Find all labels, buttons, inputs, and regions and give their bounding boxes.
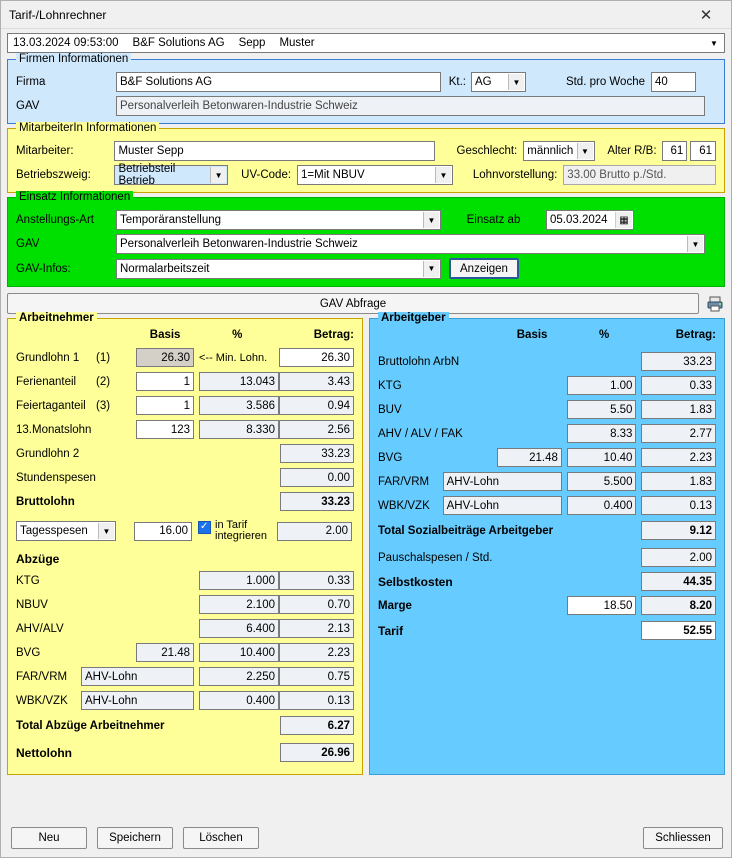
anstellungsart-label: Anstellungs-Art bbox=[16, 214, 94, 226]
row-ag-far-vrm bbox=[378, 471, 716, 492]
gav-abfrage-bar bbox=[7, 293, 725, 314]
ag-ktg-prozent: 1.00 bbox=[567, 376, 637, 395]
ag-ahv-prozent: 8.33 bbox=[567, 424, 637, 443]
spesen-in-tarif-checkbox[interactable] bbox=[198, 520, 277, 542]
footer-bar bbox=[1, 821, 731, 857]
grundlohn1-note: <-- Min. Lohn. bbox=[199, 351, 268, 364]
pauschalspesen-label: Pauschalspesen / Std. bbox=[378, 551, 493, 564]
bvg-prozent: 10.400 bbox=[199, 643, 279, 662]
col-prozent-label: % bbox=[599, 329, 610, 341]
grundlohn1-betrag[interactable]: 26.30 bbox=[279, 348, 354, 367]
geschlecht-label: Geschlecht: bbox=[456, 145, 518, 157]
row-stundenspesen bbox=[16, 467, 354, 488]
record-selector-bar bbox=[1, 29, 731, 55]
chevron-down-icon[interactable]: ▼ bbox=[508, 74, 524, 90]
bruttolohn-label: Bruttolohn bbox=[16, 495, 75, 508]
kanton-value: AG bbox=[475, 76, 492, 88]
kanton-label: Kt.: bbox=[448, 76, 466, 88]
row-label: Ferienanteil bbox=[16, 375, 77, 388]
row-ag-buv bbox=[378, 399, 716, 420]
row-bruttolohn bbox=[16, 491, 354, 512]
bvg-betrag: 2.23 bbox=[279, 643, 354, 662]
firmen-informationen-group bbox=[7, 53, 725, 124]
uv-code-value: 1=Mit NBUV bbox=[301, 169, 365, 181]
grundlohn1-basis[interactable]: 26.30 bbox=[136, 348, 194, 367]
col-betrag-label: Betrag: bbox=[313, 329, 354, 341]
einsatz-ab-datefield[interactable] bbox=[546, 210, 634, 230]
betriebszweig-select[interactable] bbox=[114, 165, 228, 185]
pauschalspesen-value: 2.00 bbox=[641, 548, 716, 567]
ktg-prozent: 1.000 bbox=[199, 571, 279, 590]
row-abzug-far-vrm bbox=[16, 666, 354, 687]
marge-prozent[interactable]: 18.50 bbox=[567, 596, 637, 615]
einsatz-ab-value: 05.03.2024 bbox=[550, 214, 608, 226]
gav-infos-label: GAV-Infos: bbox=[16, 262, 71, 275]
monatslohn-basis[interactable]: 123 bbox=[136, 420, 194, 439]
feiertaganteil-basis[interactable]: 1 bbox=[136, 396, 194, 415]
neu-button[interactable]: Neu bbox=[11, 827, 87, 849]
firma-field[interactable]: B&F Solutions AG bbox=[116, 72, 441, 92]
schliessen-button[interactable]: Schliessen bbox=[643, 827, 723, 849]
tarif-label: Tarif bbox=[378, 623, 404, 638]
einsatz-ab-label: Einsatz ab bbox=[466, 214, 521, 226]
row-label: BUV bbox=[378, 403, 402, 416]
row-ferienanteil bbox=[16, 371, 354, 392]
ag-far-vrm-prozent: 5.500 bbox=[567, 472, 637, 491]
mitarbeiter-label: Mitarbeiter: bbox=[16, 145, 74, 157]
arbeitgeber-column-headers bbox=[378, 329, 716, 341]
spesen-select-value: Tagesspesen bbox=[20, 525, 88, 537]
row-marge bbox=[378, 595, 716, 616]
ahv-alv-prozent: 6.400 bbox=[199, 619, 279, 638]
window-title: Tarif-/Lohnrechner bbox=[9, 7, 107, 22]
wbk-vzk-prozent: 0.400 bbox=[199, 691, 279, 710]
ag-bvg-betrag: 2.23 bbox=[641, 448, 716, 467]
ferienanteil-prozent: 13.043 bbox=[199, 372, 279, 391]
alter-r-field[interactable]: 61 bbox=[662, 141, 688, 161]
row-label: BVG bbox=[378, 451, 403, 464]
row-total-abzuege bbox=[16, 715, 354, 736]
chevron-down-icon[interactable]: ▼ bbox=[423, 212, 439, 228]
gav-field: Personalverleih Betonwaren-Industrie Schweiz bbox=[116, 96, 705, 116]
row-abzug-wbk-vzk bbox=[16, 690, 354, 711]
monatslohn-prozent: 8.330 bbox=[199, 420, 279, 439]
ag-wbk-vzk-prozent: 0.400 bbox=[567, 496, 637, 515]
gav-infos-select[interactable] bbox=[116, 259, 441, 279]
row-label: FAR/VRM bbox=[378, 475, 430, 488]
nettolohn-label: Nettolohn bbox=[16, 745, 72, 760]
bruttolohn-value: 33.23 bbox=[280, 492, 354, 511]
lohnvorstellung-field: 33.00 Brutto p./Std. bbox=[563, 165, 716, 185]
anzeigen-button[interactable]: Anzeigen bbox=[449, 258, 519, 279]
record-date: 13.03.2024 09:53:00 bbox=[13, 37, 119, 49]
row-ag-ktg bbox=[378, 375, 716, 396]
row-abzug-nbuv bbox=[16, 594, 354, 615]
row-13-monatslohn bbox=[16, 419, 354, 440]
row-ag-ahv-alv-fak bbox=[378, 423, 716, 444]
calendar-icon[interactable]: ▦ bbox=[615, 212, 632, 228]
spesen-basis[interactable]: 16.00 bbox=[134, 522, 192, 541]
ag-far-vrm-betrag: 1.83 bbox=[641, 472, 716, 491]
ag-bvg-prozent: 10.40 bbox=[567, 448, 637, 467]
row-label: AHV / ALV / FAK bbox=[378, 427, 463, 440]
row-label: Grundlohn 2 bbox=[16, 447, 80, 460]
printer-icon[interactable] bbox=[705, 294, 725, 314]
feiertaganteil-prozent: 3.586 bbox=[199, 396, 279, 415]
ag-ktg-betrag: 0.33 bbox=[641, 376, 716, 395]
calculation-panels bbox=[7, 312, 725, 775]
row-label: Feiertaganteil bbox=[16, 399, 86, 412]
row-label: NBUV bbox=[16, 598, 48, 611]
col-prozent-label: % bbox=[232, 329, 243, 341]
arbeitgeber-legend: Arbeitgeber bbox=[378, 312, 449, 324]
nettolohn-value: 26.96 bbox=[280, 743, 354, 762]
record-lastname: Muster bbox=[279, 37, 315, 49]
gav-abfrage-button[interactable]: GAV Abfrage bbox=[7, 293, 699, 314]
alter-b-field[interactable]: 61 bbox=[690, 141, 716, 161]
alter-label: Alter R/B: bbox=[607, 145, 657, 157]
kanton-select[interactable] bbox=[471, 72, 526, 92]
far-vrm-betrag: 0.75 bbox=[279, 667, 354, 686]
anstellungsart-value: Temporäranstellung bbox=[120, 214, 222, 226]
arbeitnehmer-panel bbox=[7, 312, 363, 775]
uv-code-select[interactable] bbox=[297, 165, 453, 185]
record-company: B&F Solutions AG bbox=[132, 37, 225, 49]
spesen-select[interactable] bbox=[16, 521, 116, 541]
row-ag-wbk-vzk bbox=[378, 495, 716, 516]
ferienanteil-betrag: 3.43 bbox=[279, 372, 354, 391]
wbk-vzk-betrag: 0.13 bbox=[279, 691, 354, 710]
total-sozial-value: 9.12 bbox=[641, 521, 716, 540]
gav-label: GAV bbox=[16, 100, 40, 112]
speichern-button[interactable]: Speichern bbox=[97, 827, 173, 849]
chevron-down-icon[interactable]: ▼ bbox=[710, 38, 718, 48]
nbuv-betrag: 0.70 bbox=[279, 595, 354, 614]
row-pauschalspesen bbox=[378, 547, 716, 568]
firmen-group-legend: Firmen Informationen bbox=[16, 53, 131, 65]
ag-far-vrm-basis: AHV-Lohn bbox=[443, 472, 562, 491]
einsatz-gav-select[interactable] bbox=[116, 234, 705, 254]
monatslohn-betrag: 2.56 bbox=[279, 420, 354, 439]
arbeitnehmer-legend: Arbeitnehmer bbox=[16, 312, 97, 324]
row-label: WBK/VZK bbox=[16, 694, 68, 707]
ahv-alv-betrag: 2.13 bbox=[279, 619, 354, 638]
loeschen-button[interactable]: Löschen bbox=[183, 827, 259, 849]
std-pro-woche-label: Std. pro Woche bbox=[565, 76, 645, 88]
mitarbeiter-group-legend: MitarbeiterIn Informationen bbox=[16, 122, 159, 134]
einsatz-group-legend: Einsatz Informationen bbox=[16, 191, 133, 203]
stundenspesen-betrag: 0.00 bbox=[280, 468, 354, 487]
far-vrm-prozent: 2.250 bbox=[199, 667, 279, 686]
geschlecht-select[interactable] bbox=[523, 141, 594, 161]
ag-wbk-vzk-basis: AHV-Lohn bbox=[443, 496, 562, 515]
ag-wbk-vzk-betrag: 0.13 bbox=[641, 496, 716, 515]
row-total-sozialbeitraege bbox=[378, 520, 716, 541]
checkbox-icon[interactable] bbox=[198, 521, 211, 534]
row-label: Grundlohn 1 bbox=[16, 351, 80, 364]
chevron-down-icon[interactable]: ▼ bbox=[435, 167, 451, 183]
spesen-checkbox-label: in Tarif integrieren bbox=[215, 519, 267, 542]
wbk-vzk-basis: AHV-Lohn bbox=[81, 691, 194, 710]
anstellungsart-select[interactable] bbox=[116, 210, 441, 230]
spesen-betrag: 2.00 bbox=[277, 522, 352, 541]
row-feiertaganteil bbox=[16, 395, 354, 416]
grundlohn2-betrag: 33.23 bbox=[280, 444, 354, 463]
uv-code-label: UV-Code: bbox=[241, 169, 292, 181]
chevron-down-icon[interactable]: ▼ bbox=[423, 261, 439, 277]
feiertaganteil-betrag: 0.94 bbox=[279, 396, 354, 415]
brutto-arbn-label: Bruttolohn ArbN bbox=[378, 355, 460, 368]
row-abzug-ktg bbox=[16, 570, 354, 591]
gav-infos-value: Normalarbeitszeit bbox=[120, 262, 210, 275]
chevron-down-icon[interactable]: ▼ bbox=[210, 167, 226, 183]
close-icon[interactable]: ✕ bbox=[699, 6, 713, 24]
marge-label: Marge bbox=[378, 599, 412, 612]
ktg-betrag: 0.33 bbox=[279, 571, 354, 590]
row-label: WBK/VZK bbox=[378, 499, 430, 512]
row-abzug-bvg bbox=[16, 642, 354, 663]
lohnvorstellung-label: Lohnvorstellung: bbox=[472, 169, 558, 181]
row-grundlohn-2 bbox=[16, 443, 354, 464]
einsatz-informationen-group bbox=[7, 191, 725, 287]
ag-buv-betrag: 1.83 bbox=[641, 400, 716, 419]
row-label: KTG bbox=[16, 574, 40, 587]
row-tarif bbox=[378, 620, 716, 641]
chevron-down-icon[interactable]: ▼ bbox=[577, 143, 593, 159]
total-sozial-label: Total Sozialbeiträge Arbeitgeber bbox=[378, 524, 554, 537]
row-ref: (3) bbox=[96, 399, 111, 412]
mitarbeiter-informationen-group bbox=[7, 122, 725, 193]
total-abzuege-label: Total Abzüge Arbeitnehmer bbox=[16, 719, 165, 732]
col-basis-label: Basis bbox=[516, 329, 548, 341]
ag-buv-prozent: 5.50 bbox=[567, 400, 637, 419]
geschlecht-value: männlich bbox=[527, 145, 574, 157]
std-pro-woche-field[interactable]: 40 bbox=[651, 72, 696, 92]
row-tagesspesen bbox=[16, 516, 354, 546]
row-label: Stundenspesen bbox=[16, 471, 96, 484]
row-abzug-ahv-alv bbox=[16, 618, 354, 639]
row-grundlohn-1 bbox=[16, 347, 354, 368]
abzuege-heading: Abzüge bbox=[16, 552, 60, 566]
far-vrm-basis: AHV-Lohn bbox=[81, 667, 194, 686]
record-firstname: Sepp bbox=[238, 37, 266, 49]
col-basis-label: Basis bbox=[149, 329, 181, 341]
einsatz-gav-value: Personalverleih Betonwaren-Industrie Schweiz bbox=[120, 238, 358, 250]
nbuv-prozent: 2.100 bbox=[199, 595, 279, 614]
row-ag-bvg bbox=[378, 447, 716, 468]
record-selector-combo[interactable] bbox=[7, 33, 725, 53]
title-bar bbox=[1, 1, 731, 29]
row-nettolohn bbox=[16, 742, 354, 763]
chevron-down-icon[interactable]: ▼ bbox=[687, 236, 703, 252]
row-label: BVG bbox=[16, 646, 41, 659]
row-selbstkosten bbox=[378, 571, 716, 592]
einsatz-gav-label: GAV bbox=[16, 238, 40, 250]
marge-betrag: 8.20 bbox=[641, 596, 716, 615]
firma-label: Firma bbox=[16, 76, 46, 88]
arbeitnehmer-column-headers bbox=[16, 329, 354, 341]
ag-bvg-basis: 21.48 bbox=[497, 448, 562, 467]
row-ref: (2) bbox=[96, 375, 111, 388]
selbstkosten-value: 44.35 bbox=[641, 572, 716, 591]
betriebszweig-value: Betriebsteil Betrieb bbox=[118, 163, 176, 187]
mitarbeiter-field[interactable]: Muster Sepp bbox=[114, 141, 434, 161]
brutto-arbn-value: 33.23 bbox=[641, 352, 716, 371]
chevron-down-icon[interactable]: ▼ bbox=[98, 523, 114, 539]
row-label: AHV/ALV bbox=[16, 622, 64, 635]
row-bruttolohn-arbn bbox=[378, 351, 716, 372]
total-abzuege-value: 6.27 bbox=[280, 716, 354, 735]
row-label: 13.Monatslohn bbox=[16, 423, 92, 436]
arbeitgeber-panel bbox=[369, 312, 725, 775]
col-betrag-label: Betrag: bbox=[675, 329, 717, 341]
bvg-basis: 21.48 bbox=[136, 643, 194, 662]
selbstkosten-label: Selbstkosten bbox=[378, 574, 453, 589]
row-label: KTG bbox=[378, 379, 402, 392]
ferienanteil-basis[interactable]: 1 bbox=[136, 372, 194, 391]
row-label: FAR/VRM bbox=[16, 670, 68, 683]
betriebszweig-label: Betriebszweig: bbox=[16, 169, 91, 181]
ag-ahv-betrag: 2.77 bbox=[641, 424, 716, 443]
tarif-value: 52.55 bbox=[641, 621, 716, 640]
row-ref: (1) bbox=[96, 351, 111, 364]
